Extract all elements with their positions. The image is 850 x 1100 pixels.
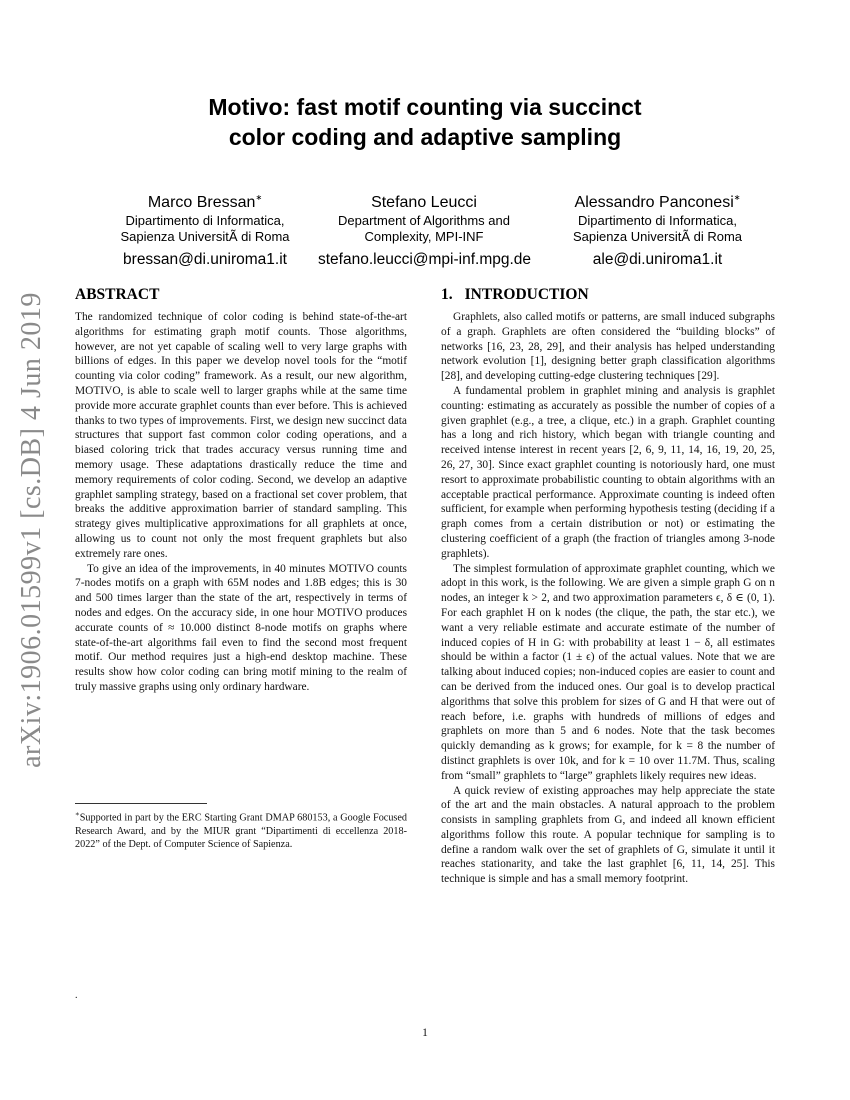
intro-paragraph: Graphlets, also called motifs or patterns, are small induced subgraphs of a graph. Graphlets are often considered the “building blocks” of networks [16, 23, 28, 29], and their analysis has helped understanding network evolution [1], designing better graph classification algorithms [28], and developing cutting-edge clustering techniques [29]. bbox=[441, 311, 775, 383]
footnote-mark: ∗ bbox=[75, 810, 80, 818]
footnote-text: Supported in part by the ERC Starting Grant DMAP 680153, a Google Focused Research Award, and by the MIUR grant “Dipartimenti di eccellenza 2018-2022” of the Dept. of Computer Science of Sapienza. bbox=[75, 812, 407, 850]
intro-paragraph: A fundamental problem in graphlet mining and analysis is graphlet counting: estimating as accurately as possible the number of copies of a given graphlet (e.g., a tree, a clique, etc.) in a graph. Graphlet counting has a long and rich history, which began with triangle counting and received intense interest in recent years [2, 6, 9, 11, 14, 16, 19, 20, 25, 26, 27, 30]. Since exact graphlet counting is notoriously hard, one must resort to approximate probabilistic counting to obtain algorithms with an acceptable practical performance. Approximate counting is indeed often sufficient, for example when performing hypothesis testing (deciding if a graph comes from a certain distribution or not) or estimating the clustering coefficient of a graph (the fraction of triangles among 3-node graphlets). bbox=[441, 384, 775, 560]
abstract-paragraph: To give an idea of the improvements, in 40 minutes MOTIVO counts 7-nodes motifs on a graph with 65M nodes and 1.8B edges; this is 30 and 500 times larger than the state of the art, respectively in terms of nodes and edges. On the accuracy side, in one hour MOTIVO produces accurate counts of ≈ 10.000 distinct 8-node motifs on graphs where state-of-the-art algorithms fail even to find the second most frequent motif. Our method requires just a high-end desktop machine. These results show how color coding can bring motif mining to the realm of truly massive graphs using only ordinary hardware. bbox=[75, 562, 407, 693]
author-affiliation: Sapienza UniversitÃ di Roma bbox=[120, 229, 290, 244]
footnote-rule bbox=[75, 803, 207, 804]
author-affiliation: Dipartimento di Informatica, bbox=[125, 213, 285, 228]
author-2 bbox=[318, 188, 530, 270]
author-email[interactable]: stefano.leucci@mpi-inf.mpg.de bbox=[318, 251, 532, 268]
author-email[interactable]: ale@di.uniroma1.it bbox=[592, 251, 723, 268]
author-name: Alessandro Panconesi bbox=[574, 194, 734, 211]
author-affiliation: Sapienza UniversitÃ di Roma bbox=[572, 229, 743, 244]
author-block bbox=[90, 188, 770, 268]
arxiv-stamp bbox=[2, 292, 62, 768]
left-column bbox=[75, 286, 407, 695]
intro-paragraph: A quick review of existing approaches may help appreciate the state of the art and the main obstacles. A natural approach to the problem consists in sampling graphlets from G, and indeed all known efficient algorithms follow this route. A popular technique for sampling is to define a random walk over the set of graphlets of G, simulate it until it reaches stationarity, and take the last graphlet [6, 11, 14, 25]. This technique is simple and has a small memory footprint. bbox=[441, 784, 775, 886]
title-line-1: Motivo: fast motif counting via succinct bbox=[208, 94, 642, 120]
page-number: 1 bbox=[422, 1027, 428, 1039]
abstract-heading: ABSTRACT bbox=[75, 286, 160, 303]
author-footnote-mark: ∗ bbox=[255, 193, 263, 202]
arxiv-id[interactable]: arXiv:1906.01599v1 [cs.DB] 4 Jun 2019 bbox=[16, 292, 48, 768]
author-footnote-mark: ∗ bbox=[733, 193, 741, 202]
author-3 bbox=[545, 188, 770, 270]
intro-paragraph: The simplest formulation of approximate graphlet counting, which we adopt in this work, is the following. We are given a simple graph G on n nodes, an integer k > 2, and two approximation parameters ϵ, δ ∈ (0, 1). For each graphlet H on k nodes (the clique, the path, the star etc.), we want a very reliable estimate and accurate estimate of the number of induced copies of H in G: with probability at least 1 − δ, all estimates should be within a factor (1 ± ϵ) of the actual values. Note that we are talking about induced copies; non-induced copies are easier to count and can be derived from the induced ones. Our goal is to develop practical algorithms that solve this problem for sizes of G and H that were out of reach before, i.e. graphs with hundreds of millions of edges and graphlets on more than 5 and 6 nodes. Note that the task becomes quickly demanding as k grows; for example, for k = 8 the number of distinct graphlets is over 10k, and for k = 10 over 11.7M. Thus, scaling from “small” graphlets to “large” graphlets likely requires new ideas. bbox=[441, 562, 775, 782]
section-title: INTRODUCTION bbox=[464, 286, 589, 303]
author-1 bbox=[95, 188, 315, 270]
author-name: Stefano Leucci bbox=[371, 194, 477, 211]
author-email[interactable]: bressan@di.uniroma1.it bbox=[123, 251, 287, 268]
footnote bbox=[75, 808, 407, 851]
abstract-paragraph: The randomized technique of color coding is behind state-of-the-art algorithms for estimating graph motif counts. Those algorithms, however, are not yet capable of scaling well to very large graphs with billions of edges. In this paper we develop novel tools for the “motif counting via color coding” framework. As a result, our new algorithm, MOTIVO, is able to scale well to larger graphs while at the same time provide more accurate graphlet counts than ever before. This is achieved thanks to two types of improvements. First, we design new succinct data structures that support fast common color coding operations, and a biased coloring trick that trades accuracy versus running time and memory usage. These adaptations drastically reduce the time and memory requirements of color coding. Second, we develop an adaptive graphlet sampling strategy, based on a fractional set cover problem, that breaks the additive approximation barrier of standard sampling. This strategy gives multiplicative approximations for all graphlets at once, allowing us to count not only the most frequent graphlets but also extremely rare ones. bbox=[75, 311, 407, 560]
section-number: 1. bbox=[441, 286, 453, 303]
stray-mark: . bbox=[75, 990, 78, 1001]
paper-title bbox=[100, 92, 750, 152]
author-affiliation: Dipartimento di Informatica, bbox=[578, 213, 737, 228]
right-column bbox=[441, 286, 775, 887]
author-affiliation: Department of Algorithms and bbox=[338, 213, 510, 228]
introduction-heading bbox=[441, 286, 775, 304]
author-name: Marco Bressan bbox=[147, 194, 256, 211]
author-affiliation: Complexity, MPI-INF bbox=[364, 229, 484, 244]
title-line-2: color coding and adaptive sampling bbox=[228, 124, 622, 150]
